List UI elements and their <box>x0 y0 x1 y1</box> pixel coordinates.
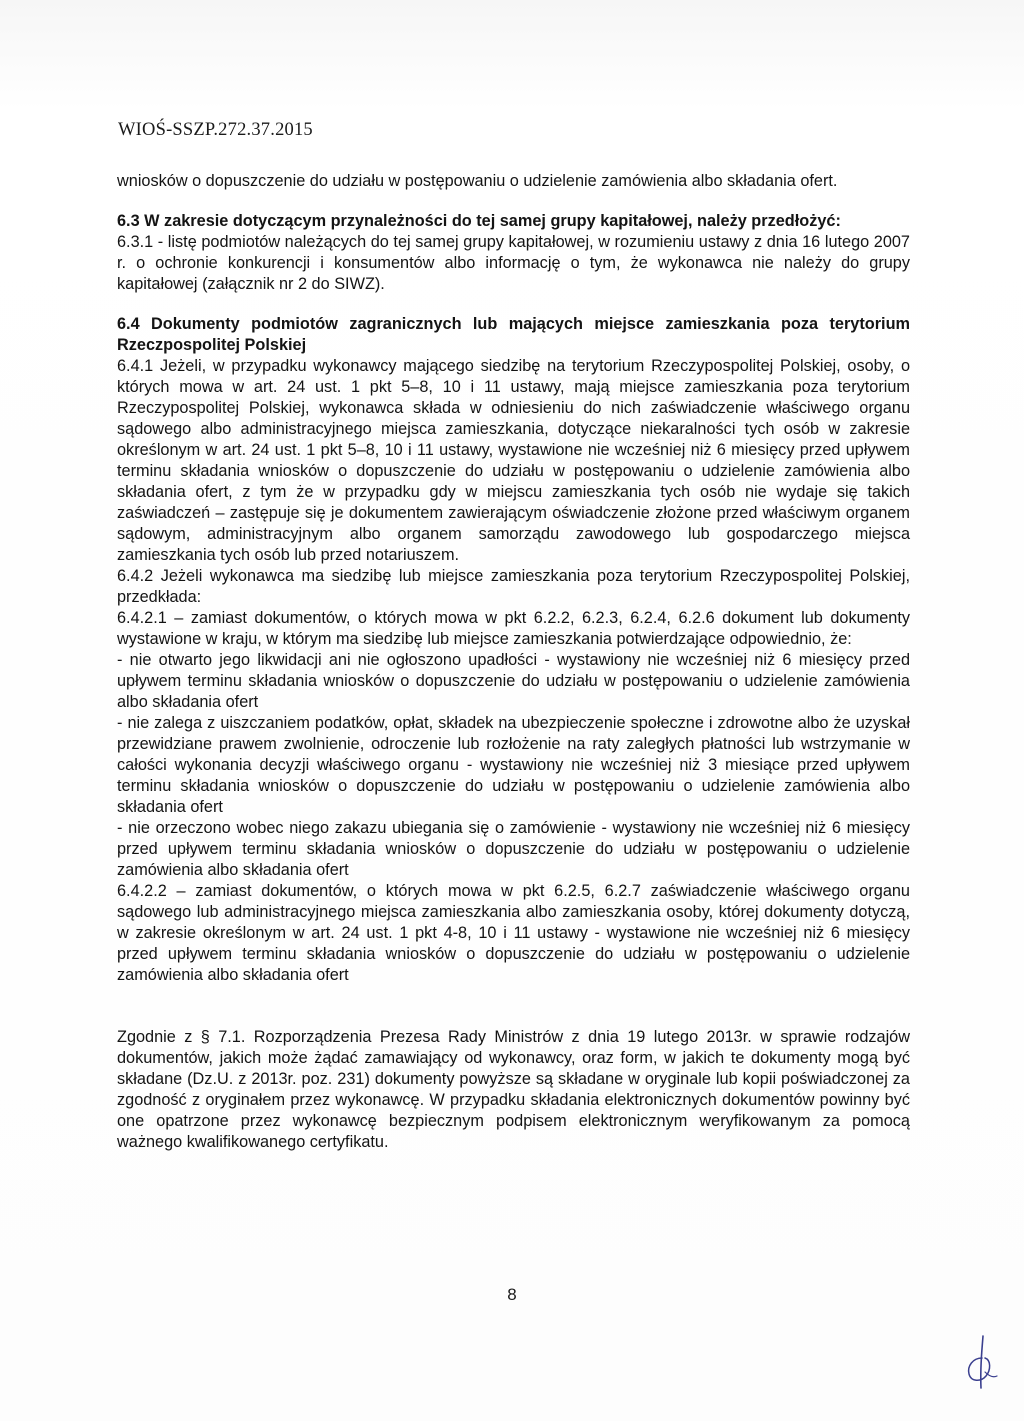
paragraph-continuation: wniosków o dopuszczenie do udziału w postępowaniu o udzielenie zamówienia albo składania ofert. <box>117 172 838 190</box>
list-item-ban: - nie orzeczono wobec niego zakazu ubiegania się o zamówienie - wystawiony nie wcześniej niż 6 miesięcy przed upływem terminu składania wniosków o dopuszczenie do udziału w postępowaniu o udzielenie zamówienia albo składania ofert <box>117 819 910 879</box>
paragraph-regulation-note: Zgodnie z § 7.1. Rozporządzenia Prezesa Rady Ministrów z dnia 19 lutego 2013r. w sprawie rodzajów dokumentów, jakich może żądać zamawiający od wykonawcy, oraz form, w jakich te dokumenty mogą być składane (Dz.U. z 2013r. poz. 231) dokumenty powyższe są składane w oryginale lub kopii poświadczonej za zgodność z oryginałem przez wykonawcę. W przypadku składania elektronicznych dokumentów powinny być one opatrzone przez wykonawcę bezpiecznym podpisem elektronicznym weryfikowanym za pomocą ważnego kwalifikowanego certyfikatu. <box>117 1028 910 1151</box>
paragraph-6-3-1: 6.3.1 - listę podmiotów należących do tej samej grupy kapitałowej, w rozumieniu ustawy z dnia 16 lutego 2007 r. o ochronie konkurencji i konsumentów albo informację o tym, że wykonawca nie należy do grupy kapitałowej (załącznik nr 2 do SIWZ). <box>117 233 910 293</box>
list-item-liquidation: - nie otwarto jego likwidacji ani nie ogłoszono upadłości - wystawiony nie wcześniej niż 6 miesięcy przed upływem terminu składania wniosków o dopuszczenie do udziału w postępowaniu o udzielenie zamówienia albo składania ofert <box>117 651 910 711</box>
list-item-taxes: - nie zalega z uiszczaniem podatków, opłat, składek na ubezpieczenie społeczne i zdrowotne albo że uzyskał przewidziane prawem zwolnienie, odroczenie lub rozłożenie na raty zaległych płatności lub wstrzymanie w całości wykonania decyzji właściwego organu - wystawiony nie wcześniej niż 3 miesiące przed upływem terminu składania wniosków o dopuszczenie do udziału w postępowaniu o udzielenie zamówienia albo składania ofert <box>117 714 910 816</box>
document-reference-number: WIOŚ-SSZP.272.37.2015 <box>118 120 313 140</box>
section-heading-6-3: 6.3 W zakresie dotyczącym przynależności do tej samej grupy kapitałowej, należy przedłożyć: <box>117 212 841 230</box>
paragraph-6-4-2-1: 6.4.2.1 – zamiast dokumentów, o których mowa w pkt 6.2.2, 6.2.3, 6.2.4, 6.2.6 dokument lub dokumenty wystawione w kraju, w którym ma siedzibę lub miejsce zamieszkania potwierdzające odpowiednio, że: <box>117 609 910 648</box>
handwritten-signature <box>955 1332 1005 1392</box>
paragraph-6-4-2: 6.4.2 Jeżeli wykonawca ma siedzibę lub miejsce zamieszkania poza terytorium Rzeczypospolitej Polskiej, przedkłada: <box>117 567 910 606</box>
paragraph-6-4-1: 6.4.1 Jeżeli, w przypadku wykonawcy mającego siedzibę na terytorium Rzeczypospolitej Polskiej, osoby, o których mowa w art. 24 ust. 1 pkt 5–8, 10 i 11 ustawy, mają miejsce zamieszkania poza terytorium Rzeczypospolitej Polskiej, wykonawca składa w odniesieniu do nich zaświadczenie właściwego organu sądowego albo administracyjnego miejsca zamieszkania, dotyczące niekaralności tych osób w zakresie określonym w art. 24 ust. 1 pkt 5–8, 10 i 11 ustawy, wystawione nie wcześniej niż 6 miesięcy przed upływem terminu składania wniosków o dopuszczenie do udziału w postępowaniu o udzielenie zamówienia albo składania ofert, z tym że w przypadku gdy w miejscu zamieszkania tych osób nie wydaje się takich zaświadczeń – zastępuje się je dokumentem zawierającym oświadczenie złożone przed właściwym organem sądowym, administracyjnym albo organem samorządu zawodowego lub gospodarczego miejsca zamieszkania tych osób lub przed notariuszem. <box>117 357 910 564</box>
page-number: 8 <box>507 1285 517 1304</box>
section-heading-6-4: 6.4 Dokumenty podmiotów zagranicznych lub mających miejsce zamieszkania poza terytorium Rzeczpospolitej Polskiej <box>117 315 910 354</box>
document-body <box>117 171 910 1153</box>
paragraph-6-4-2-2: 6.4.2.2 – zamiast dokumentów, o których mowa w pkt 6.2.5, 6.2.7 zaświadczenie właściwego organu sądowego lub administracyjnego miejsca zamieszkania albo zamieszkania osoby, której dokumenty dotyczą, w zakresie określonym w art. 24 ust. 1 pkt 4-8, 10 i 11 ustawy - wystawione nie wcześniej niż 6 miesięcy przed upływem terminu składania wniosków o dopuszczenie do udziału w postępowaniu o udzielenie zamówienia albo składania ofert <box>117 882 910 984</box>
